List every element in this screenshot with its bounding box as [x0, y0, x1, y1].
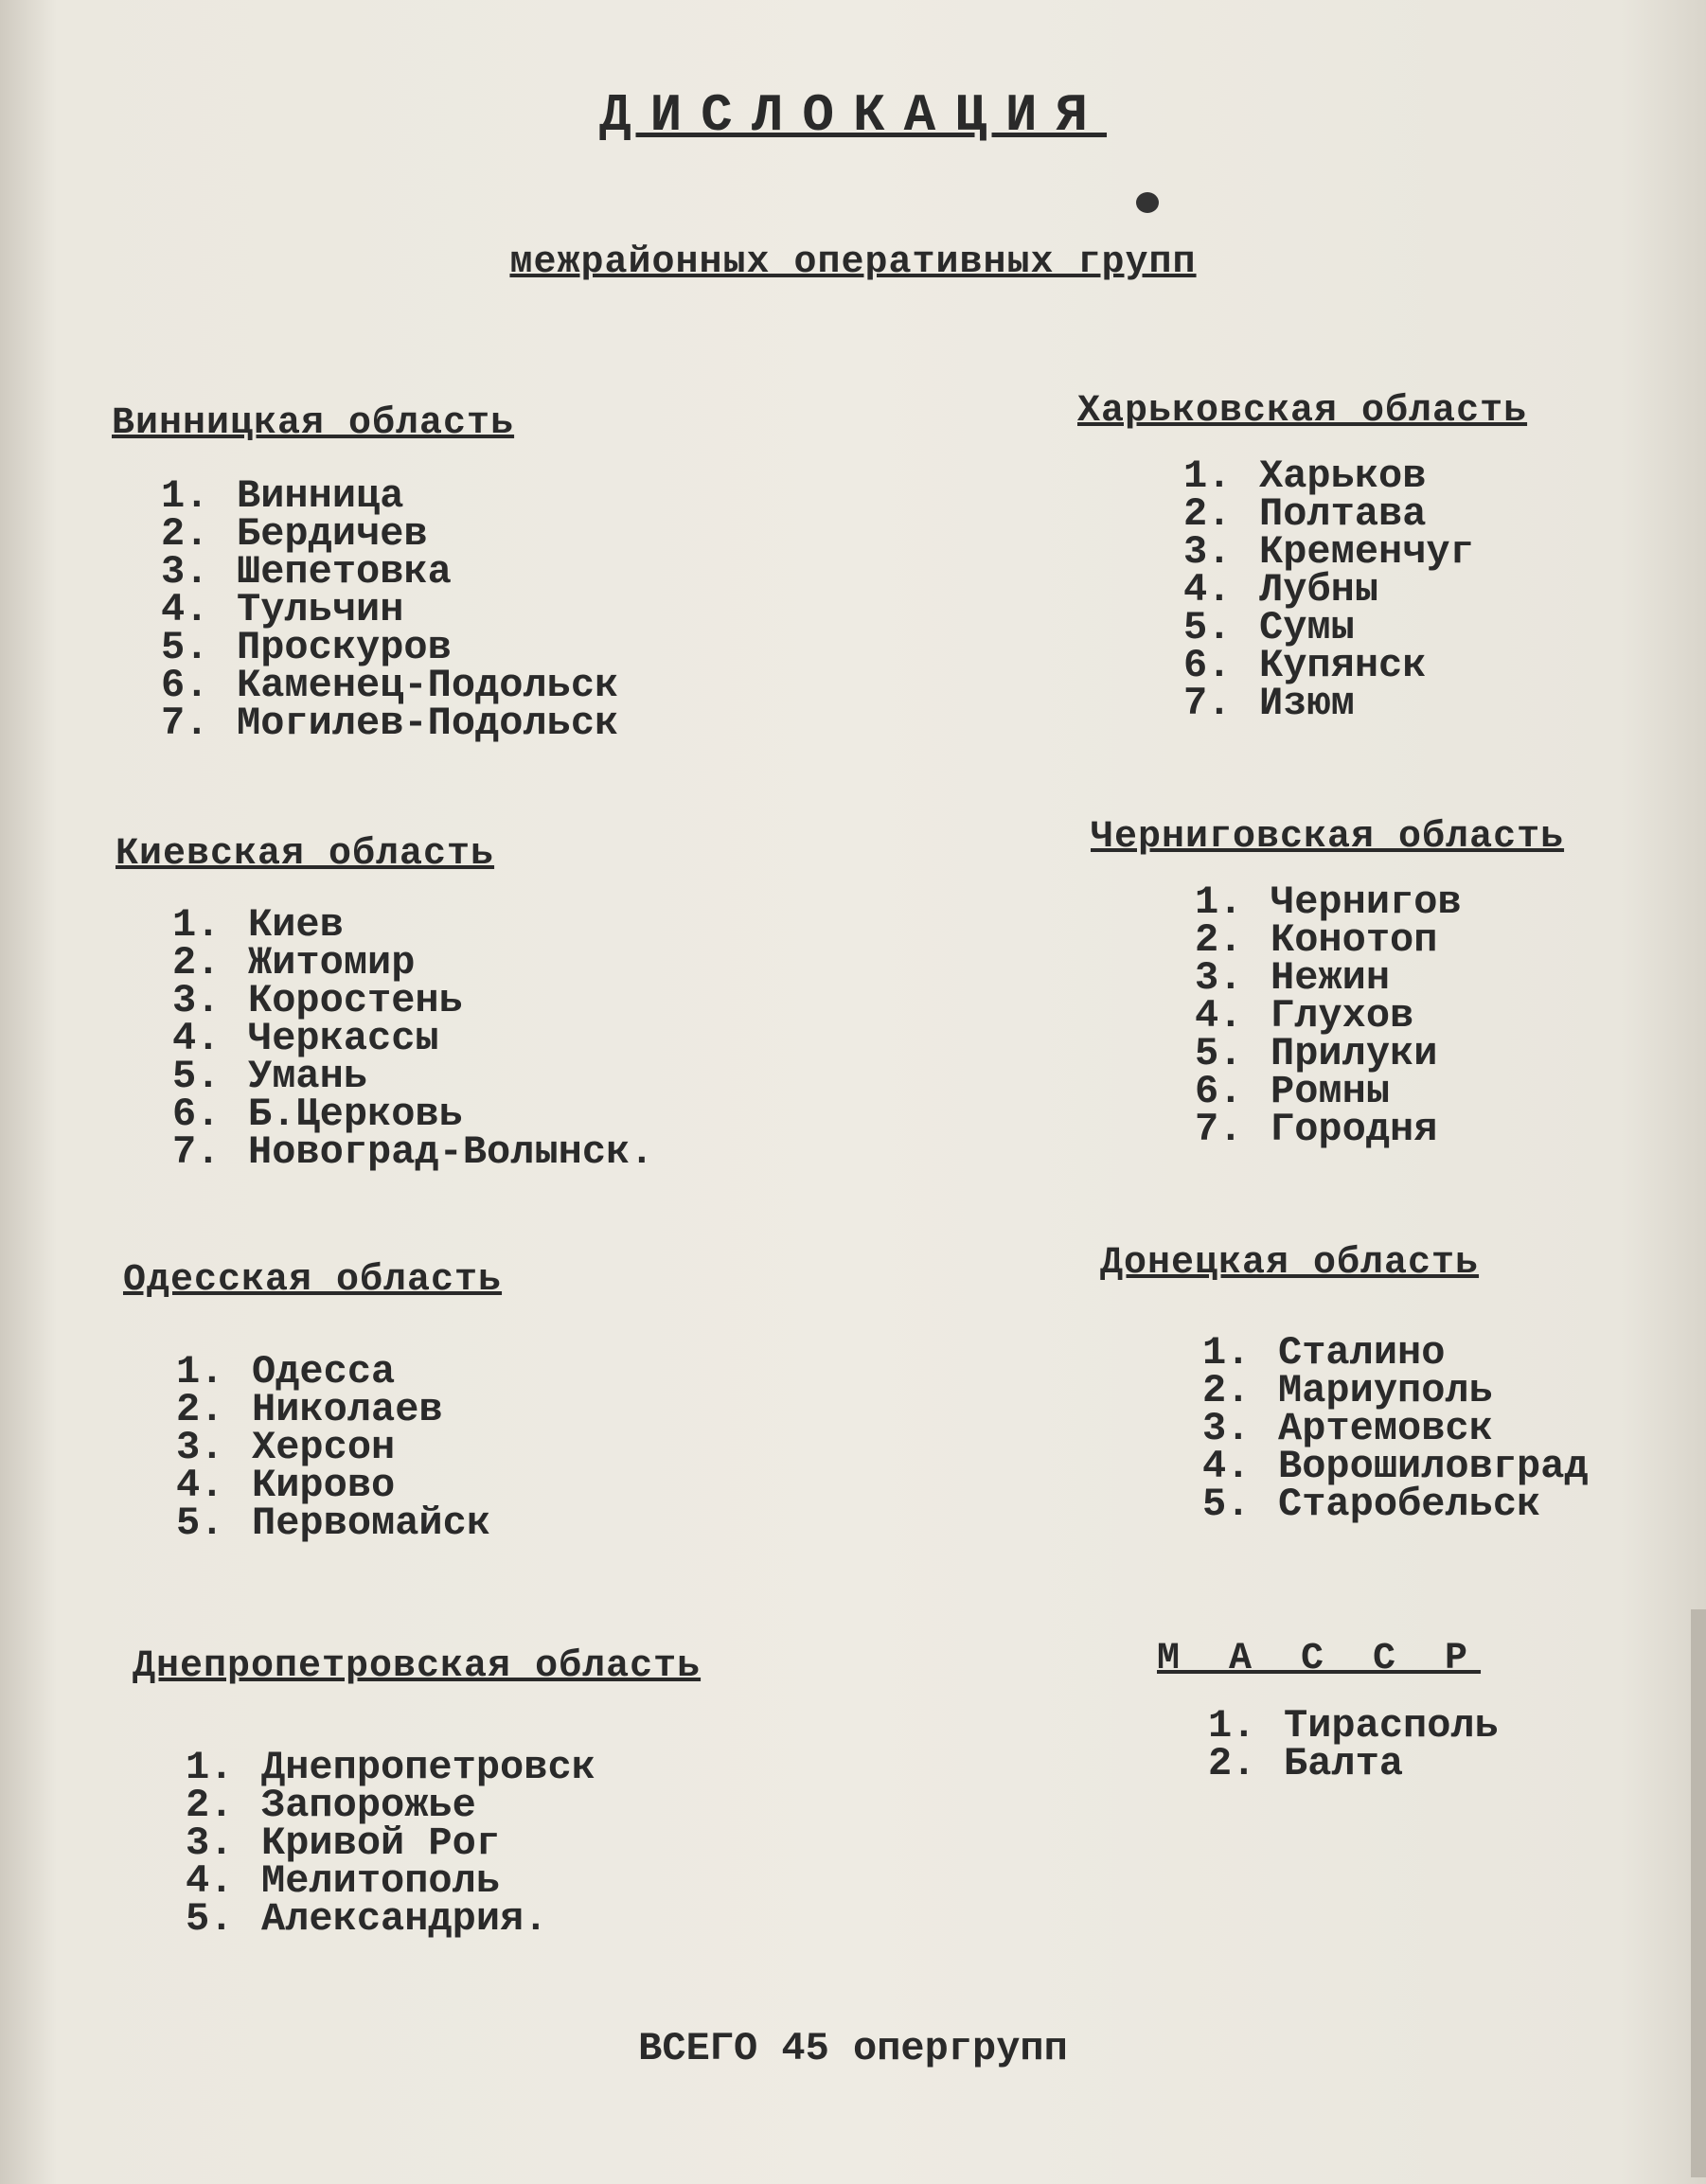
city-number: 6. [161, 663, 209, 708]
city-number: 2. [1183, 491, 1232, 537]
region-name: Винницкая область [112, 402, 515, 445]
city-number: 1. [161, 473, 209, 519]
region-name: М А С С Р [1157, 1638, 1482, 1680]
city-number: 1. [1202, 1330, 1251, 1376]
city-number: 1. [186, 1745, 234, 1790]
city-item [186, 1783, 890, 1828]
city-item [161, 625, 869, 670]
city-name: Новоград-Волынск. [248, 1129, 654, 1175]
city-name: Кирово [252, 1463, 396, 1508]
city-number: 2. [186, 1783, 234, 1828]
city-item [1183, 605, 1706, 650]
region-block-massr [1157, 1638, 1706, 1786]
city-name: Бердичев [237, 511, 428, 557]
city-number: 5. [1202, 1482, 1251, 1527]
city-item [1195, 1031, 1706, 1076]
city-item [1183, 643, 1706, 688]
city-item [186, 1745, 890, 1790]
city-item [172, 978, 873, 1023]
region-block-donetsk [1100, 1242, 1706, 1527]
city-name: Тульчин [237, 587, 404, 632]
city-item [186, 1858, 890, 1904]
city-name: Прилуки [1271, 1031, 1438, 1076]
city-item [176, 1500, 880, 1546]
city-name: Кривой Рог [261, 1820, 501, 1866]
city-number: 4. [1183, 567, 1232, 613]
region-block-chernigov [1091, 816, 1706, 1152]
city-name: Кременчуг [1259, 529, 1474, 575]
city-list [186, 1745, 890, 1942]
city-item [172, 1054, 873, 1099]
city-number: 6. [1183, 643, 1232, 688]
city-number: 2. [1195, 917, 1243, 963]
city-name: Ворошиловград [1278, 1444, 1589, 1489]
city-item [1183, 453, 1706, 499]
city-item [172, 940, 873, 985]
city-number: 4. [172, 1016, 221, 1061]
city-item [161, 663, 869, 708]
city-number: 3. [1183, 529, 1232, 575]
city-name: Житомир [248, 940, 416, 985]
city-item [1208, 1741, 1706, 1786]
city-list [1208, 1703, 1706, 1786]
city-name: Полтава [1259, 491, 1427, 537]
city-list [1195, 879, 1706, 1152]
city-name: Тирасполь [1284, 1703, 1499, 1749]
city-number: 3. [1195, 955, 1243, 1001]
city-item [1183, 567, 1706, 613]
city-number: 7. [161, 701, 209, 746]
city-number: 3. [172, 978, 221, 1023]
city-number: 5. [172, 1054, 221, 1099]
city-item [1202, 1368, 1706, 1413]
city-number: 2. [176, 1387, 224, 1432]
city-number: 5. [1183, 605, 1232, 650]
city-item [1195, 879, 1706, 925]
city-number: 1. [176, 1349, 224, 1394]
city-name: Б.Церковь [248, 1092, 463, 1137]
city-number: 1. [1195, 879, 1243, 925]
city-item [176, 1425, 880, 1470]
city-name: Николаев [252, 1387, 443, 1432]
city-number: 4. [1202, 1444, 1251, 1489]
city-name: Александрия. [261, 1896, 548, 1942]
city-name: Харьков [1259, 453, 1427, 499]
region-block-kiev [116, 833, 873, 1175]
city-number: 3. [176, 1425, 224, 1470]
city-name: Коростень [248, 978, 463, 1023]
city-name: Лубны [1259, 567, 1379, 613]
city-number: 5. [176, 1500, 224, 1546]
city-name: Изюм [1259, 681, 1355, 726]
city-item [186, 1896, 890, 1942]
city-list [161, 473, 869, 746]
city-item [161, 587, 869, 632]
city-name: Старобельск [1278, 1482, 1541, 1527]
region-block-vinnitsa [112, 402, 869, 746]
city-number: 4. [161, 587, 209, 632]
city-name: Балта [1284, 1741, 1404, 1786]
city-number: 4. [186, 1858, 234, 1904]
city-number: 2. [1202, 1368, 1251, 1413]
city-item [176, 1463, 880, 1508]
city-item [161, 473, 869, 519]
city-item [1195, 917, 1706, 963]
city-number: 2. [172, 940, 221, 985]
document-subtitle: межрайонных оперативных групп [509, 241, 1197, 284]
region-name: Донецкая область [1100, 1242, 1480, 1285]
city-list [1183, 453, 1706, 726]
city-number: 5. [186, 1896, 234, 1942]
city-number: 3. [186, 1820, 234, 1866]
city-name: Запорожье [261, 1783, 476, 1828]
city-number: 1. [172, 902, 221, 948]
city-number: 6. [172, 1092, 221, 1137]
city-item [172, 1016, 873, 1061]
city-name: Одесса [252, 1349, 396, 1394]
city-number: 7. [1195, 1107, 1243, 1152]
region-name: Харьковская область [1077, 390, 1528, 433]
city-name: Каменец-Подольск [237, 663, 619, 708]
city-name: Могилев-Подольск [237, 701, 619, 746]
total-count: ВСЕГО 45 опергрупп [638, 2026, 1068, 2071]
city-number: 2. [161, 511, 209, 557]
city-number: 6. [1195, 1069, 1243, 1114]
city-number: 7. [172, 1129, 221, 1175]
city-name: Днепропетровск [261, 1745, 595, 1790]
city-number: 5. [1195, 1031, 1243, 1076]
city-item [1195, 1107, 1706, 1152]
city-name: Черкассы [248, 1016, 439, 1061]
region-block-dnepropetrovsk [133, 1645, 890, 1942]
city-name: Мариуполь [1278, 1368, 1493, 1413]
city-number: 1. [1183, 453, 1232, 499]
city-item [1195, 993, 1706, 1039]
city-item [172, 1092, 873, 1137]
region-block-odessa [123, 1259, 880, 1546]
city-item [161, 511, 869, 557]
city-number: 5. [161, 625, 209, 670]
city-item [186, 1820, 890, 1866]
city-item [161, 549, 869, 595]
city-item [1183, 491, 1706, 537]
city-name: Херсон [252, 1425, 396, 1470]
city-item [172, 1129, 873, 1175]
city-number: 3. [161, 549, 209, 595]
document-title: ДИСЛОКАЦИЯ [598, 85, 1108, 146]
city-name: Купянск [1259, 643, 1427, 688]
city-item [1208, 1703, 1706, 1749]
city-name: Глухов [1271, 993, 1414, 1039]
city-number: 1. [1208, 1703, 1256, 1749]
city-name: Первомайск [252, 1500, 491, 1546]
ink-dot [1136, 192, 1159, 213]
city-name: Сумы [1259, 605, 1355, 650]
region-name: Одесская область [123, 1259, 503, 1302]
city-name: Ромны [1271, 1069, 1391, 1114]
city-item [176, 1387, 880, 1432]
city-name: Киев [248, 902, 344, 948]
city-name: Проскуров [237, 625, 452, 670]
city-item [1202, 1330, 1706, 1376]
city-item [1195, 1069, 1706, 1114]
city-item [1202, 1482, 1706, 1527]
city-number: 3. [1202, 1406, 1251, 1451]
region-name: Черниговская область [1091, 816, 1565, 859]
city-name: Умань [248, 1054, 368, 1099]
city-item [1202, 1444, 1706, 1489]
city-name: Городня [1271, 1107, 1438, 1152]
city-item [1195, 955, 1706, 1001]
city-name: Мелитополь [261, 1858, 501, 1904]
city-name: Винница [237, 473, 404, 519]
city-name: Артемовск [1278, 1406, 1493, 1451]
city-list [1202, 1330, 1706, 1527]
city-name: Чернигов [1271, 879, 1462, 925]
city-number: 4. [1195, 993, 1243, 1039]
city-number: 7. [1183, 681, 1232, 726]
city-item [161, 701, 869, 746]
region-block-kharkov [1077, 390, 1706, 726]
region-name: Киевская область [116, 833, 495, 876]
city-item [172, 902, 873, 948]
city-name: Сталино [1278, 1330, 1446, 1376]
city-list [176, 1349, 880, 1546]
city-item [1202, 1406, 1706, 1451]
city-number: 4. [176, 1463, 224, 1508]
city-list [172, 902, 873, 1175]
city-name: Нежин [1271, 955, 1391, 1001]
city-name: Шепетовка [237, 549, 452, 595]
city-name: Конотоп [1271, 917, 1438, 963]
city-item [176, 1349, 880, 1394]
city-item [1183, 681, 1706, 726]
region-name: Днепропетровская область [133, 1645, 702, 1688]
city-item [1183, 529, 1706, 575]
city-number: 2. [1208, 1741, 1256, 1786]
